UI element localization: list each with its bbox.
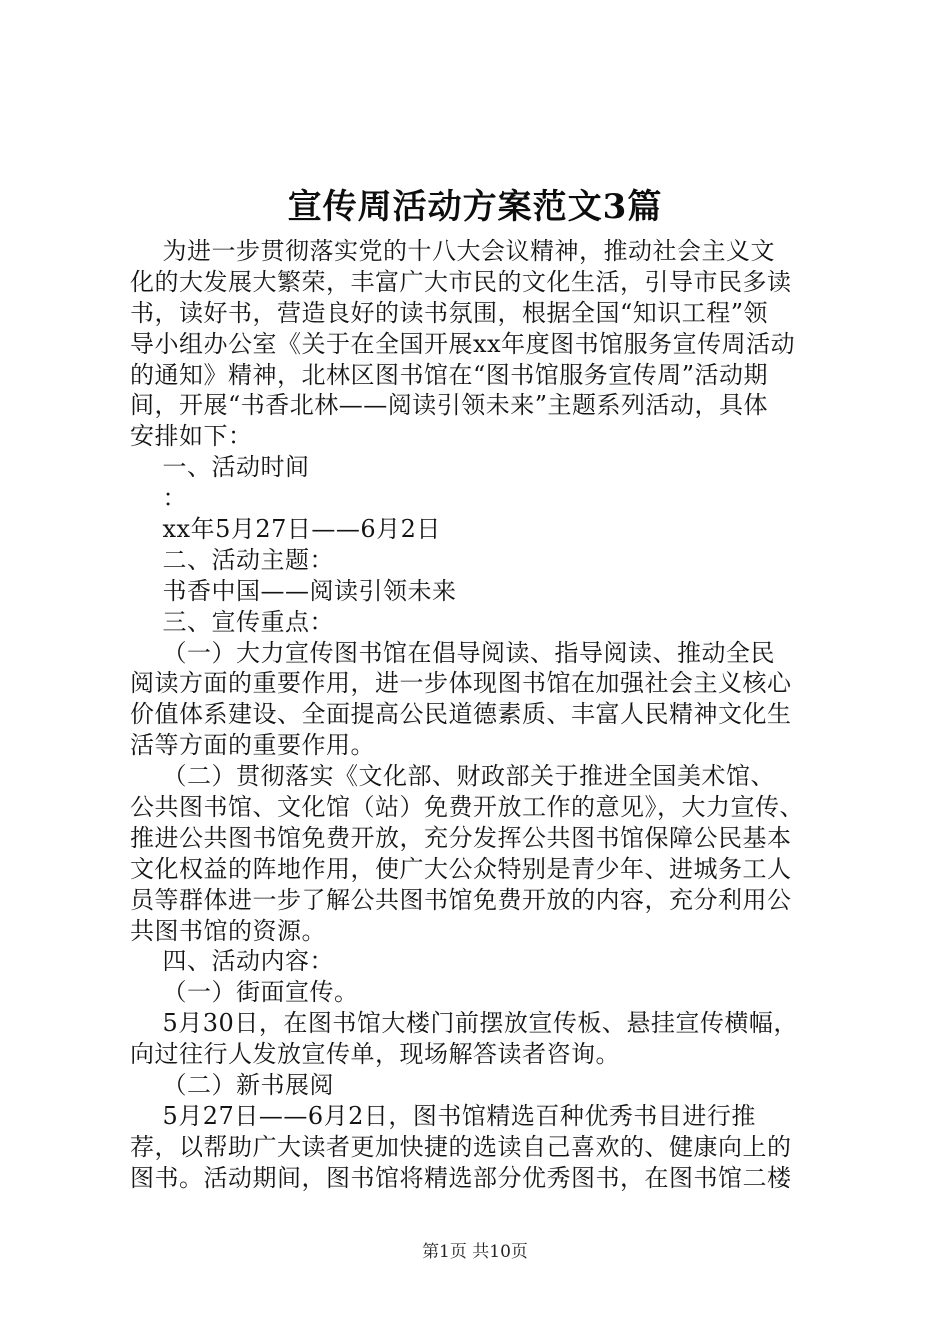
text-line: 为进一步贯彻落实党的十八大会议精神，推动社会主义文 xyxy=(130,237,776,265)
text-line: 荐，以帮助广大读者更加快捷的选读自己喜欢的、健康向上的 xyxy=(130,1132,792,1161)
text-line: 阅读方面的重要作用，进一步体现图书馆在加强社会主义核心 xyxy=(130,669,792,698)
text-line: 共图书馆的资源。 xyxy=(130,916,326,945)
text-line: 间，开展“书香北林——阅读引领未来”主题系列活动，具体 xyxy=(130,391,769,420)
text-line: 二、活动主题： xyxy=(130,545,335,574)
text-line: 5月27日——6月2日，图书馆精选百种优秀书目进行推 xyxy=(130,1101,756,1130)
text-line: 书香中国——阅读引领未来 xyxy=(130,576,457,605)
text-line: 四、活动内容： xyxy=(130,947,335,976)
text-line: 向过往行人发放宣传单，现场解答读者咨询。 xyxy=(130,1040,620,1069)
text-line: 导小组办公室《关于在全国开展xx年度图书馆服务宣传周活动 xyxy=(130,329,796,358)
text-line: 文化权益的阵地作用，使广大公众特别是青少年、进城务工人 xyxy=(130,854,792,883)
text-line: 安排如下： xyxy=(130,422,253,451)
text-line: （二）新书展阅 xyxy=(130,1071,335,1100)
page-footer: 第1页 共10页 xyxy=(422,1242,528,1262)
text-line: 三、宣传重点： xyxy=(130,607,335,636)
document-body xyxy=(130,236,835,1194)
text-line: （一）街面宣传。 xyxy=(130,978,359,1007)
text-line: 一、活动时间 xyxy=(130,453,310,482)
text-line: （二）贯彻落实《文化部、财政部关于推进全国美术馆、 xyxy=(130,762,776,791)
document-title: 宣传周活动方案范文3篇 xyxy=(287,187,663,227)
text-line: xx年5月27日——6月2日 xyxy=(130,515,441,544)
text-line: （一）大力宣传图书馆在倡导阅读、指导阅读、推动全民 xyxy=(130,638,776,667)
text-line: 公共图书馆、文化馆（站）免费开放工作的意见》，大力宣传、 xyxy=(130,793,804,822)
text-line: 图书。活动期间，图书馆将精选部分优秀图书，在图书馆二楼 xyxy=(130,1163,792,1192)
text-line: 书，读好书，营造良好的读书氛围，根据全国“知识工程”领 xyxy=(130,298,769,327)
text-line: 价值体系建设、全面提高公民道德素质、丰富人民精神文化生 xyxy=(130,700,792,729)
text-line: 5月30日，在图书馆大楼门前摆放宣传板、悬挂宣传横幅， xyxy=(130,1009,798,1038)
text-line: 化的大发展大繁荣，丰富广大市民的文化生活，引导市民多读 xyxy=(130,267,792,296)
text-line: 员等群体进一步了解公共图书馆免费开放的内容，充分利用公 xyxy=(130,885,792,914)
text-line: 活等方面的重要作用。 xyxy=(130,731,375,760)
text-line: ： xyxy=(130,484,188,513)
text-line: 推进公共图书馆免费开放，充分发挥公共图书馆保障公民基本 xyxy=(130,823,792,852)
text-line: 的通知》精神，北林区图书馆在“图书馆服务宣传周”活动期 xyxy=(130,360,769,389)
